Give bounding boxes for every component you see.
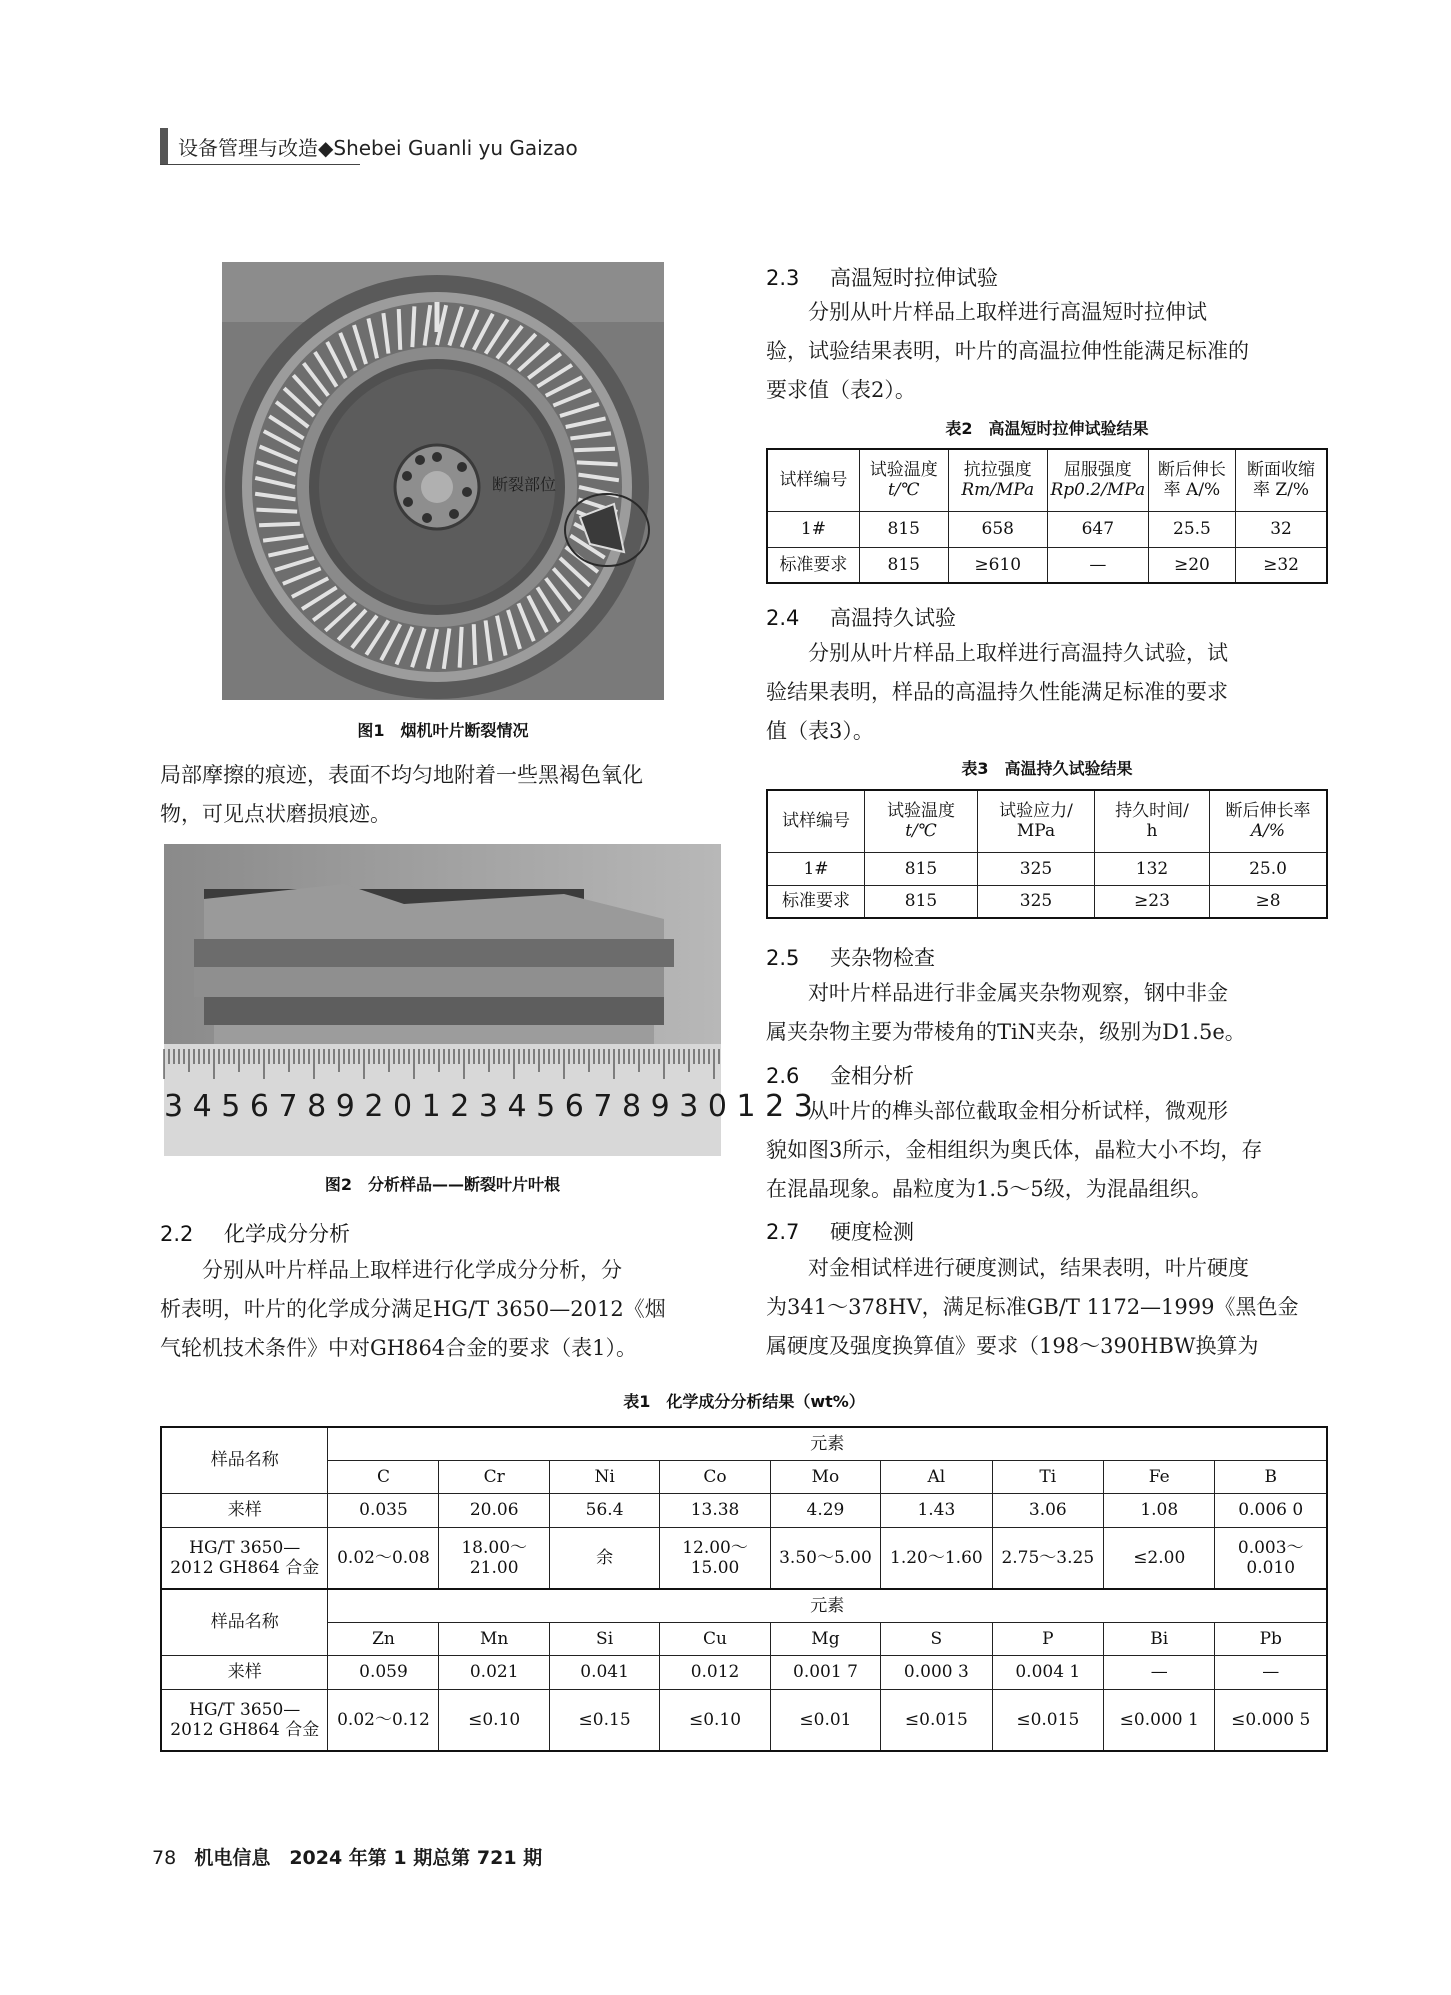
- table-header-cell: 元素: [328, 1427, 1327, 1460]
- section-2-2-heading: [160, 1218, 350, 1248]
- section-2-5-body: [766, 974, 1328, 1052]
- table-cell: 20.06: [439, 1493, 549, 1527]
- table-header-cell: 屈服强度 Rp0.2/MPa: [1047, 449, 1148, 511]
- table-cell: 647: [1047, 511, 1148, 547]
- table-cell: 0.004 1: [992, 1655, 1103, 1689]
- table-row: [161, 1655, 1327, 1689]
- table-header-cell: B: [1215, 1460, 1327, 1493]
- section-2-3-body: [766, 293, 1328, 410]
- section-2-2-body: [160, 1251, 722, 1368]
- table-cell: 3.06: [992, 1493, 1103, 1527]
- section-2-5-heading: [766, 942, 935, 972]
- table-header-cell: Mn: [439, 1622, 549, 1655]
- table-cell: ≤0.10: [439, 1689, 549, 1751]
- blade-mark: [399, 309, 401, 350]
- section-title: 高温持久试验: [830, 606, 956, 630]
- table-cell: ≤0.000 1: [1104, 1689, 1215, 1751]
- section-title: 夹杂物检查: [830, 946, 935, 970]
- section-2-7-body: [766, 1249, 1328, 1366]
- header-bar: [160, 128, 168, 164]
- table-cell: 0.059: [328, 1655, 439, 1689]
- table-cell: 3.50～5.00: [770, 1527, 880, 1589]
- text-line: 对叶片样品进行非金属夹杂物观察，钢中非金: [766, 981, 1228, 1005]
- text-line: 从叶片的榫头部位截取金相分析试样，微观形: [766, 1099, 1228, 1123]
- table-header-cell: Cu: [660, 1622, 770, 1655]
- table-cell: ≥8: [1210, 885, 1328, 918]
- table-header-cell: Mg: [770, 1622, 880, 1655]
- table-cell: 来样: [161, 1493, 328, 1527]
- page-footer: [152, 1843, 542, 1870]
- table-header-cell: Mo: [770, 1460, 880, 1493]
- table-row: [161, 1493, 1327, 1527]
- table-header-cell: Cr: [439, 1460, 549, 1493]
- text-line: 局部摩擦的痕迹，表面不均匀地附着一些黑褐色氧化: [160, 763, 643, 787]
- section-number: 2.4: [766, 606, 800, 630]
- table-cell: 0.006 0: [1215, 1493, 1327, 1527]
- section-title: 化学成分分析: [224, 1222, 350, 1246]
- table-header-cell: S: [881, 1622, 992, 1655]
- text-line: 为341～378HV，满足标准GB/T 1172—1999《黑色金: [766, 1295, 1299, 1319]
- table-cell: 1.43: [881, 1493, 992, 1527]
- text-line: 属硬度及强度换算值》要求（198～390HBW换算为: [766, 1334, 1259, 1358]
- text-line: 对金相试样进行硬度测试，结果表明，叶片硬度: [766, 1256, 1249, 1280]
- ruler-numbers: 3 4 5 6 7 8 9 2 0 1 2 3 4 5 6 7 8 9 3 0 1 2 3: [164, 1089, 813, 1124]
- table-row: [161, 1622, 1327, 1655]
- table-cell: 0.035: [328, 1493, 439, 1527]
- text-line: 析表明，叶片的化学成分满足HG/T 3650—2012《烟: [160, 1297, 666, 1321]
- table-row: [767, 511, 1327, 547]
- text-line: 分别从叶片样品上取样进行化学成分分析，分: [160, 1258, 622, 1282]
- blade-mark: [259, 524, 300, 526]
- section-title: 高温短时拉伸试验: [830, 266, 998, 290]
- table-header-cell: 试验温度 t/℃: [859, 449, 948, 511]
- section-2-4-body: [766, 634, 1328, 751]
- section-number: 2.7: [766, 1220, 800, 1244]
- table-header-cell: 持久时间/ h: [1095, 790, 1210, 852]
- journal-info: 机电信息 2024 年第 1 期总第 721 期: [194, 1847, 543, 1869]
- table-cell: 标准要求: [767, 885, 865, 918]
- table-row: [161, 1689, 1327, 1751]
- section-title: 硬度检测: [830, 1220, 914, 1244]
- section-number: 2.5: [766, 946, 800, 970]
- table-3-caption: 表3 高温持久试验结果: [961, 759, 1133, 778]
- table-header-cell: 试验温度 t/℃: [865, 790, 978, 852]
- text-line: 属夹杂物主要为带棱角的TiN夹杂，级别为D1.5e。: [766, 1020, 1246, 1044]
- table-header-cell: Pb: [1215, 1622, 1327, 1655]
- text-line: 要求值（表2）。: [766, 378, 916, 402]
- figure-1-caption: 图1 烟机叶片断裂情况: [357, 721, 529, 740]
- table-header-cell: C: [328, 1460, 439, 1493]
- table-cell: 0.003～ 0.010: [1215, 1527, 1327, 1589]
- table-cell: ≤0.000 5: [1215, 1689, 1327, 1751]
- table-header-cell: 抗拉强度 Rm/MPa: [948, 449, 1047, 511]
- table-cell: 2.75～3.25: [992, 1527, 1103, 1589]
- table-header-cell: 断后伸长率 A/%: [1210, 790, 1328, 852]
- text-line: 物，可见点状磨损痕迹。: [160, 802, 391, 826]
- table-cell: —: [1047, 547, 1148, 583]
- blade-mark: [474, 624, 476, 665]
- table-row: [161, 1460, 1327, 1493]
- table-header-cell: 断后伸长 率 A/%: [1148, 449, 1235, 511]
- table-cell: 25.5: [1148, 511, 1235, 547]
- text-line: 分别从叶片样品上取样进行高温短时拉伸试: [766, 300, 1207, 324]
- blade-mark: [412, 306, 414, 347]
- table-cell: 325: [978, 852, 1095, 885]
- table-cell: ≤0.10: [660, 1689, 770, 1751]
- table-header-cell: 样品名称: [161, 1427, 328, 1493]
- section-2-3-heading: [766, 262, 998, 292]
- figure-2-caption: 图2 分析样品——断裂叶片叶根: [324, 1175, 561, 1194]
- page-number: 78: [152, 1847, 177, 1869]
- header-title: 设备管理与改造◆Shebei Guanli yu Gaizao: [178, 136, 578, 160]
- table-cell: HG/T 3650— 2012 GH864 合金: [161, 1527, 328, 1589]
- left-para-1: [160, 756, 722, 834]
- blade-mark: [256, 510, 297, 512]
- table-cell: 0.021: [439, 1655, 549, 1689]
- table-cell: 0.041: [549, 1655, 659, 1689]
- text-line: 验结果表明，样品的高温持久性能满足标准的要求: [766, 680, 1228, 704]
- table-header-cell: 元素: [328, 1589, 1327, 1622]
- table-cell: 13.38: [660, 1493, 770, 1527]
- table-header-cell: Ti: [992, 1460, 1103, 1493]
- table-row: [161, 1527, 1327, 1589]
- table-cell: 18.00～ 21.00: [439, 1527, 549, 1589]
- text-line: 貌如图3所示，金相组织为奥氏体，晶粒大小不均，存: [766, 1138, 1263, 1162]
- table-cell: ≥610: [948, 547, 1047, 583]
- section-number: 2.6: [766, 1064, 800, 1088]
- table-cell: ≤2.00: [1104, 1527, 1215, 1589]
- section-2-4-heading: [766, 602, 956, 632]
- table-cell: ≥32: [1236, 547, 1327, 583]
- text-line: 在混晶现象。晶粒度为1.5～5级，为混晶组织。: [766, 1177, 1212, 1201]
- table-cell: 余: [549, 1527, 659, 1589]
- table-cell: ≤0.01: [770, 1689, 880, 1751]
- table-row: [767, 885, 1327, 918]
- table-cell: 658: [948, 511, 1047, 547]
- table-header-cell: 试样编号: [767, 449, 859, 511]
- table-cell: 来样: [161, 1655, 328, 1689]
- table-cell: ≤0.015: [881, 1689, 992, 1751]
- figure-1-photo: [222, 262, 664, 700]
- table-cell: 132: [1095, 852, 1210, 885]
- table-cell: 815: [865, 885, 978, 918]
- table-cell: 1#: [767, 511, 859, 547]
- table-cell: ≤0.15: [549, 1689, 659, 1751]
- fracture-label: 断裂部位: [492, 475, 557, 494]
- table-cell: 1#: [767, 852, 865, 885]
- text-line: 验，试验结果表明，叶片的高温拉伸性能满足标准的: [766, 339, 1249, 363]
- table-cell: 1.08: [1104, 1493, 1215, 1527]
- table-header-cell: 样品名称: [161, 1589, 328, 1655]
- table-cell: 标准要求: [767, 547, 859, 583]
- blade-mark: [574, 449, 615, 451]
- blade-mark: [577, 462, 618, 464]
- text-line: 值（表3）。: [766, 719, 874, 743]
- table-cell: ≥23: [1095, 885, 1210, 918]
- table-3: [766, 789, 1328, 919]
- table-cell: 815: [865, 852, 978, 885]
- table-header-cell: Al: [881, 1460, 992, 1493]
- table-1-caption: 表1 化学成分分析结果（wt%）: [623, 1392, 865, 1411]
- table-header-cell: 断面收缩 率 Z/%: [1236, 449, 1327, 511]
- table-header-cell: Ni: [549, 1460, 659, 1493]
- table-header-cell: 试验应力/ MPa: [978, 790, 1095, 852]
- table-row: [767, 547, 1327, 583]
- table-cell: 815: [859, 547, 948, 583]
- table-1: [160, 1426, 1328, 1752]
- table-header-cell: Zn: [328, 1622, 439, 1655]
- section-2-7-heading: [766, 1216, 914, 1246]
- table-cell: ≥20: [1148, 547, 1235, 583]
- table-2-caption: 表2 高温短时拉伸试验结果: [945, 419, 1149, 438]
- table-cell: 815: [859, 511, 948, 547]
- table-cell: 25.0: [1210, 852, 1328, 885]
- table-row: [767, 852, 1327, 885]
- table-cell: HG/T 3650— 2012 GH864 合金: [161, 1689, 328, 1751]
- section-number: 2.3: [766, 266, 800, 290]
- table-header-cell: Co: [660, 1460, 770, 1493]
- text-line: 分别从叶片样品上取样进行高温持久试验，试: [766, 641, 1228, 665]
- table-cell: 0.001 7: [770, 1655, 880, 1689]
- table-header-cell: Bi: [1104, 1622, 1215, 1655]
- table-cell: 56.4: [549, 1493, 659, 1527]
- table-cell: 325: [978, 885, 1095, 918]
- text-line: 气轮机技术条件》中对GH864合金的要求（表1）。: [160, 1336, 638, 1360]
- table-cell: 0.02～0.12: [328, 1689, 439, 1751]
- table-cell: 0.012: [660, 1655, 770, 1689]
- table-cell: 32: [1236, 511, 1327, 547]
- table-cell: ≤0.015: [992, 1689, 1103, 1751]
- table-2: [766, 448, 1328, 584]
- header-rule: [160, 164, 360, 165]
- table-cell: 1.20～1.60: [881, 1527, 992, 1589]
- table-header-cell: P: [992, 1622, 1103, 1655]
- table-header-cell: 试样编号: [767, 790, 865, 852]
- blade-mark: [460, 627, 462, 668]
- table-cell: 4.29: [770, 1493, 880, 1527]
- table-cell: 12.00～ 15.00: [660, 1527, 770, 1589]
- turbine-disk-image: [222, 262, 664, 700]
- section-2-6-body: [766, 1092, 1328, 1209]
- table-cell: —: [1215, 1655, 1327, 1689]
- table-header-cell: Si: [549, 1622, 659, 1655]
- table-cell: 0.000 3: [881, 1655, 992, 1689]
- section-title: 金相分析: [830, 1064, 914, 1088]
- section-number: 2.2: [160, 1222, 194, 1246]
- table-header-cell: Fe: [1104, 1460, 1215, 1493]
- table-cell: —: [1104, 1655, 1215, 1689]
- section-2-6-heading: [766, 1060, 914, 1090]
- table-cell: 0.02～0.08: [328, 1527, 439, 1589]
